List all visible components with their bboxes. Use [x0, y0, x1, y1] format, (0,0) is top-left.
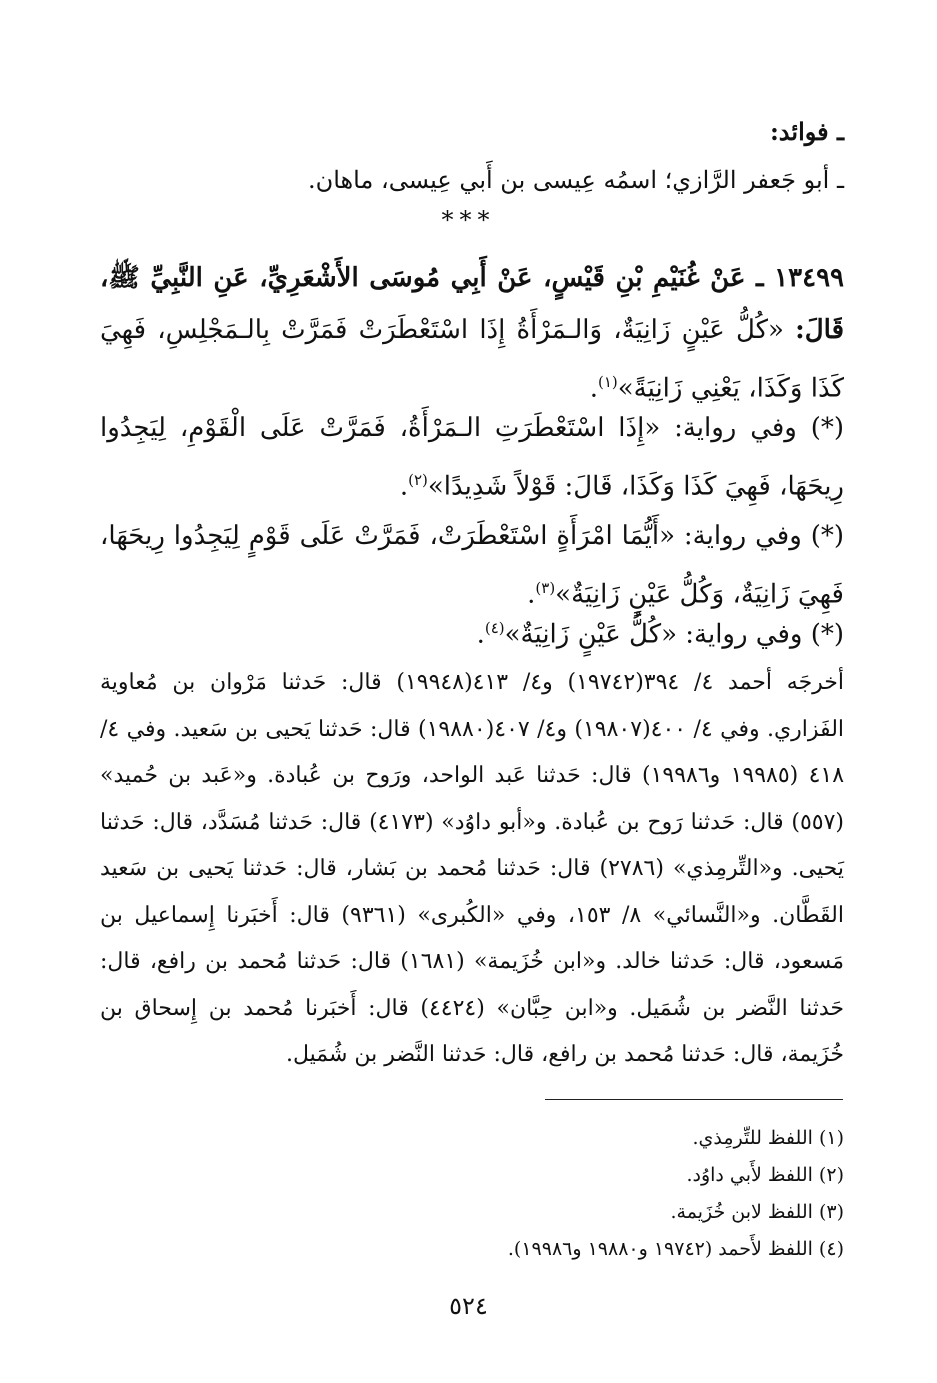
- footnote-item: (١) اللفظ للتِّرمِذي.: [692, 1127, 844, 1149]
- narration-end: .: [527, 579, 536, 610]
- footnote-item: (٣) اللفظ لابن خُزَيمة.: [670, 1201, 844, 1223]
- footnote-divider: [545, 1099, 843, 1100]
- hadith-chain: ١٣٤٩٩ ـ عَنْ غُنَيْمِ بْنِ قَيْسٍ، عَنْ أَبِي مُوسَى الأَشْعَرِيِّ، عَنِ النَّبِيِّ ﷺ، قَالَ:: [100, 263, 845, 345]
- hadith-matn: «كُلُّ عَيْنٍ زَانِيَةٌ، وَالـمَرْأَةُ إِذَا اسْتَعْطَرَتْ فَمَرَّتْ بِالـمَجْلِسِ، فَهِيَ كَذَا وَكَذَا، يَعْنِي زَانِيَةً»: [100, 315, 844, 404]
- page-number: ٥٢٤: [449, 1292, 488, 1320]
- section-heading: ـ فوائد:: [769, 117, 844, 146]
- footnote-marker: (٢): [408, 471, 428, 489]
- narration-variant: [100, 602, 844, 661]
- narration-end: .: [399, 471, 409, 502]
- benefit-note: ـ أبو جَعفر الرَّازي؛ اسمُه عِيسى بن أَبي عِيسى، ماهان.: [307, 166, 844, 194]
- footnote-item: (٢) اللفظ لأَبي داوُد.: [686, 1164, 844, 1186]
- narration-text: (*) وفي رواية: «إِذَا اسْتَعْطَرَتِ الـمَرْأَةُ، فَمَرَّتْ عَلَى الْقَوْمِ، لِيَجِدُوا رِيحَهَا، فَهِيَ كَذَا وَكَذَا، قَالَ: قَوْلاً شَدِيدًا»: [100, 413, 844, 502]
- takhrij-paragraph: أخرجَه أحمد ٤/ ٣٩٤(١٩٧٤٢) و٤/ ٤١٣(١٩٩٤٨) قال: حَدثنا مَرْوان بن مُعاوية الفَزاري. وفي ٤/ ٤٠٠(١٩٨٠٧) و٤/ ٤٠٧(١٩٨٨٠) قال: حَدثنا يَحيى بن سَعيد. وفي ٤/ ٤١٨ (١٩٩٨٥ و١٩٩٨٦) قال: حَدثنا عَبد الواحد، ورَوح بن عُبادة. و«عَبد بن حُميد» (٥٥٧) قال: حَدثنا رَوح بن عُبادة. و«أبو داوُد» (٤١٧٣) قال: حَدثنا مُسَدَّد، قال: حَدثنا يَحيى. و«التِّرمِذي» (٢٧٨٦) قال: حَدثنا مُحمد بن بَشار، قال: حَدثنا يَحيى بن سَعيد القَطَّان. و«النَّسائي» ٨/ ١٥٣، وفي «الكُبرى» (٩٣٦١) قال: أَخبَرنا إِسماعيل بن مَسعود، قال: حَدثنا خالد. و«ابن خُزَيمة» (١٦٨١) قال: حَدثنا مُحمد بن رافع، قال: حَدثنا النَّضر بن شُمَيل. و«ابن حِبَّان» (٤٤٢٤) قال: أَخبَرنا مُحمد بن إِسحاق بن خُزَيمة، قال: حَدثنا مُحمد بن رافع، قال: حَدثنا النَّضر بن شُمَيل.: [100, 670, 845, 1067]
- footnote-marker: (٣): [535, 579, 556, 597]
- hadith-text: [100, 252, 844, 415]
- narration-text: (*) وفي رواية: «كُلُّ عَيْنٍ زَانِيَةٌ»: [504, 619, 844, 650]
- narration-text: (*) وفي رواية: «أَيُّمَا امْرَأَةٍ اسْتَعْطَرَتْ، فَمَرَّتْ عَلَى قَوْمٍ لِيَجِدُوا رِيحَهَا، فَهِيَ زَانِيَةٌ، وَكُلُّ عَيْنٍ زَانِيَةٌ»: [100, 521, 844, 610]
- footnotes: [100, 1120, 844, 1268]
- hadith-end: .: [589, 373, 598, 404]
- footnote-item: (٤) اللفظ لأَحمد (١٩٧٤٢ و١٩٨٨٠ و١٩٩٨٦).: [507, 1238, 844, 1260]
- footnote-marker: (١): [597, 373, 618, 391]
- section-separator: ***: [441, 206, 496, 234]
- footnote-marker: (٤): [484, 619, 505, 637]
- narration-variant: [100, 402, 844, 513]
- narration-end: .: [476, 619, 485, 650]
